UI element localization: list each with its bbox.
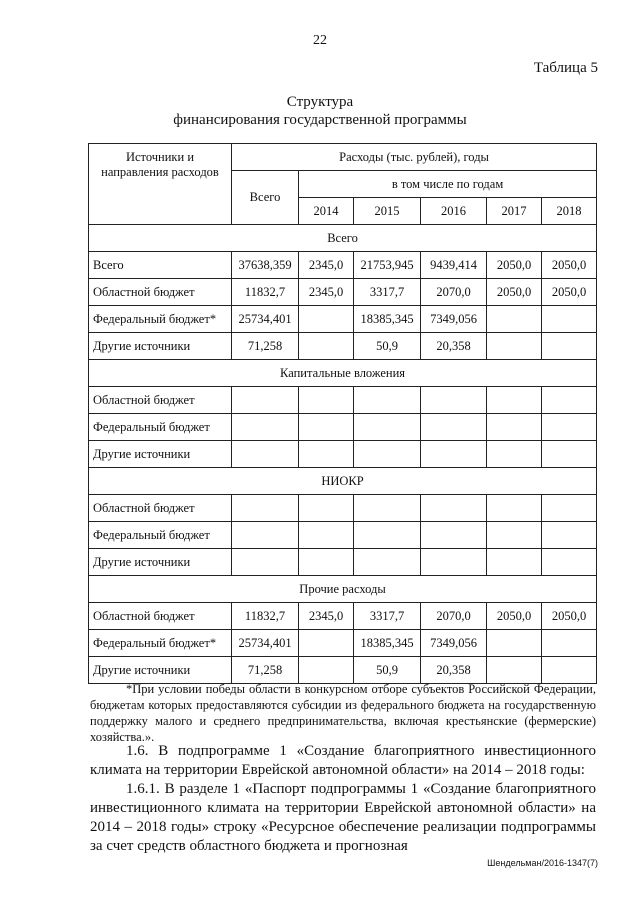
- cell-total: [232, 387, 299, 414]
- cell-y2017: [487, 306, 542, 333]
- header-total: Всего: [232, 171, 299, 225]
- page-number: 22: [313, 33, 327, 48]
- cell-y2015: [354, 495, 421, 522]
- cell-y2017: [487, 630, 542, 657]
- table-row: [89, 333, 597, 360]
- header-by-years: в том числе по годам: [299, 171, 597, 198]
- cell-y2017: 2050,0: [487, 252, 542, 279]
- row-label: Другие источники: [89, 549, 232, 576]
- paragraph-1-6-1: 1.6.1. В разделе 1 «Паспорт подпрограммы 1 «Создание благоприятного инвестиционного климата на территории Еврейской автономной области» на 2014 – 2018 годы» строку «Ресурсное обеспечение реализации подпрограммы за счет средств областного бюджета и прогнозная: [90, 781, 596, 854]
- cell-y2014: 2345,0: [299, 603, 354, 630]
- table-row: [89, 549, 597, 576]
- cell-y2014: 2345,0: [299, 279, 354, 306]
- cell-y2014: [299, 414, 354, 441]
- cell-y2014: [299, 630, 354, 657]
- cell-y2017: [487, 549, 542, 576]
- cell-y2016: [421, 495, 487, 522]
- row-label: Другие источники: [89, 333, 232, 360]
- cell-y2015: 18385,345: [354, 630, 421, 657]
- row-label: Федеральный бюджет: [89, 522, 232, 549]
- section-title: НИОКР: [89, 468, 597, 495]
- table-title-line1: Структура: [286, 94, 354, 110]
- cell-y2016: [421, 549, 487, 576]
- cell-total: 71,258: [232, 657, 299, 684]
- table-row: [89, 603, 597, 630]
- cell-y2015: [354, 441, 421, 468]
- cell-y2015: [354, 549, 421, 576]
- cell-y2018: [542, 414, 597, 441]
- row-label: Федеральный бюджет*: [89, 630, 232, 657]
- cell-total: 71,258: [232, 333, 299, 360]
- cell-y2018: [542, 549, 597, 576]
- cell-total: [232, 522, 299, 549]
- header-sources: Источники и направления расходов: [89, 144, 232, 225]
- cell-y2017: [487, 522, 542, 549]
- cell-y2018: 2050,0: [542, 603, 597, 630]
- cell-y2017: 2050,0: [487, 603, 542, 630]
- table-row: [89, 252, 597, 279]
- row-label: Областной бюджет: [89, 387, 232, 414]
- cell-y2015: [354, 414, 421, 441]
- cell-y2018: [542, 522, 597, 549]
- cell-y2016: [421, 387, 487, 414]
- paragraph-1-6: 1.6. В подпрограмме 1 «Создание благоприятного инвестиционного климата на территории Еврейской автономной области» на 2014 – 2018 годы:: [90, 743, 596, 778]
- header-year: 2018: [542, 198, 597, 225]
- row-label: Всего: [89, 252, 232, 279]
- row-label: Федеральный бюджет*: [89, 306, 232, 333]
- cell-y2016: [421, 522, 487, 549]
- cell-y2017: [487, 414, 542, 441]
- cell-y2015: 18385,345: [354, 306, 421, 333]
- cell-y2016: 9439,414: [421, 252, 487, 279]
- cell-y2017: [487, 333, 542, 360]
- cell-total: [232, 549, 299, 576]
- cell-total: 37638,359: [232, 252, 299, 279]
- section-title: Прочие расходы: [89, 576, 597, 603]
- cell-y2015: [354, 387, 421, 414]
- header-year: 2017: [487, 198, 542, 225]
- cell-y2017: [487, 387, 542, 414]
- row-label: Другие источники: [89, 441, 232, 468]
- cell-y2018: [542, 441, 597, 468]
- cell-y2014: [299, 333, 354, 360]
- cell-y2014: [299, 387, 354, 414]
- header-year: 2014: [299, 198, 354, 225]
- cell-y2014: [299, 657, 354, 684]
- cell-y2014: 2345,0: [299, 252, 354, 279]
- table-row: [89, 414, 597, 441]
- header-year: 2016: [421, 198, 487, 225]
- header-expenses: Расходы (тыс. рублей), годы: [232, 144, 597, 171]
- table-row: [89, 441, 597, 468]
- section-title: Всего: [89, 225, 597, 252]
- table-row: [89, 522, 597, 549]
- cell-y2015: 50,9: [354, 333, 421, 360]
- table-row: [89, 387, 597, 414]
- footnote: [90, 681, 596, 745]
- cell-y2015: 3317,7: [354, 603, 421, 630]
- cell-y2017: [487, 495, 542, 522]
- row-label: Областной бюджет: [89, 279, 232, 306]
- row-label: Областной бюджет: [89, 603, 232, 630]
- table-row: [89, 306, 597, 333]
- row-label: Другие источники: [89, 657, 232, 684]
- cell-y2018: 2050,0: [542, 252, 597, 279]
- cell-y2014: [299, 441, 354, 468]
- cell-y2017: [487, 441, 542, 468]
- cell-y2014: [299, 522, 354, 549]
- cell-total: [232, 441, 299, 468]
- section-title: Капитальные вложения: [89, 360, 597, 387]
- cell-y2014: [299, 495, 354, 522]
- cell-y2016: 20,358: [421, 333, 487, 360]
- cell-y2018: [542, 306, 597, 333]
- cell-total: 11832,7: [232, 279, 299, 306]
- cell-total: 11832,7: [232, 603, 299, 630]
- cell-y2018: 2050,0: [542, 279, 597, 306]
- cell-y2015: 3317,7: [354, 279, 421, 306]
- cell-y2015: [354, 522, 421, 549]
- cell-y2016: [421, 414, 487, 441]
- cell-y2018: [542, 387, 597, 414]
- cell-y2017: [487, 657, 542, 684]
- row-label: Федеральный бюджет: [89, 414, 232, 441]
- cell-y2016: 2070,0: [421, 603, 487, 630]
- table-row: [89, 657, 597, 684]
- cell-y2016: 2070,0: [421, 279, 487, 306]
- cell-y2018: [542, 630, 597, 657]
- table-row: [89, 495, 597, 522]
- cell-y2018: [542, 333, 597, 360]
- cell-y2014: [299, 306, 354, 333]
- cell-y2015: 50,9: [354, 657, 421, 684]
- table-label: Таблица 5: [533, 60, 598, 76]
- cell-total: [232, 414, 299, 441]
- table-row: [89, 630, 597, 657]
- cell-y2014: [299, 549, 354, 576]
- cell-y2018: [542, 495, 597, 522]
- cell-total: 25734,401: [232, 630, 299, 657]
- cell-y2016: [421, 441, 487, 468]
- document-code: Шендельман/2016-1347(7): [487, 858, 598, 868]
- footnote-text: *При условии победы области в конкурсном отборе субъектов Российской Федерации, бюджетам которых предоставляются субсидии из федерального бюджета на государственную поддержку малого и среднего предпринимательства, включая крестьянские (фермерские) хозяйства.».: [90, 682, 596, 744]
- cell-total: 25734,401: [232, 306, 299, 333]
- cell-y2017: 2050,0: [487, 279, 542, 306]
- table-title-line2: финансирования государственной программы: [173, 112, 467, 128]
- row-label: Областной бюджет: [89, 495, 232, 522]
- cell-y2016: 7349,056: [421, 630, 487, 657]
- cell-y2016: 20,358: [421, 657, 487, 684]
- cell-y2018: [542, 657, 597, 684]
- cell-y2016: 7349,056: [421, 306, 487, 333]
- cell-total: [232, 495, 299, 522]
- cell-y2015: 21753,945: [354, 252, 421, 279]
- financing-table: [88, 143, 597, 684]
- table-row: [89, 279, 597, 306]
- header-year: 2015: [354, 198, 421, 225]
